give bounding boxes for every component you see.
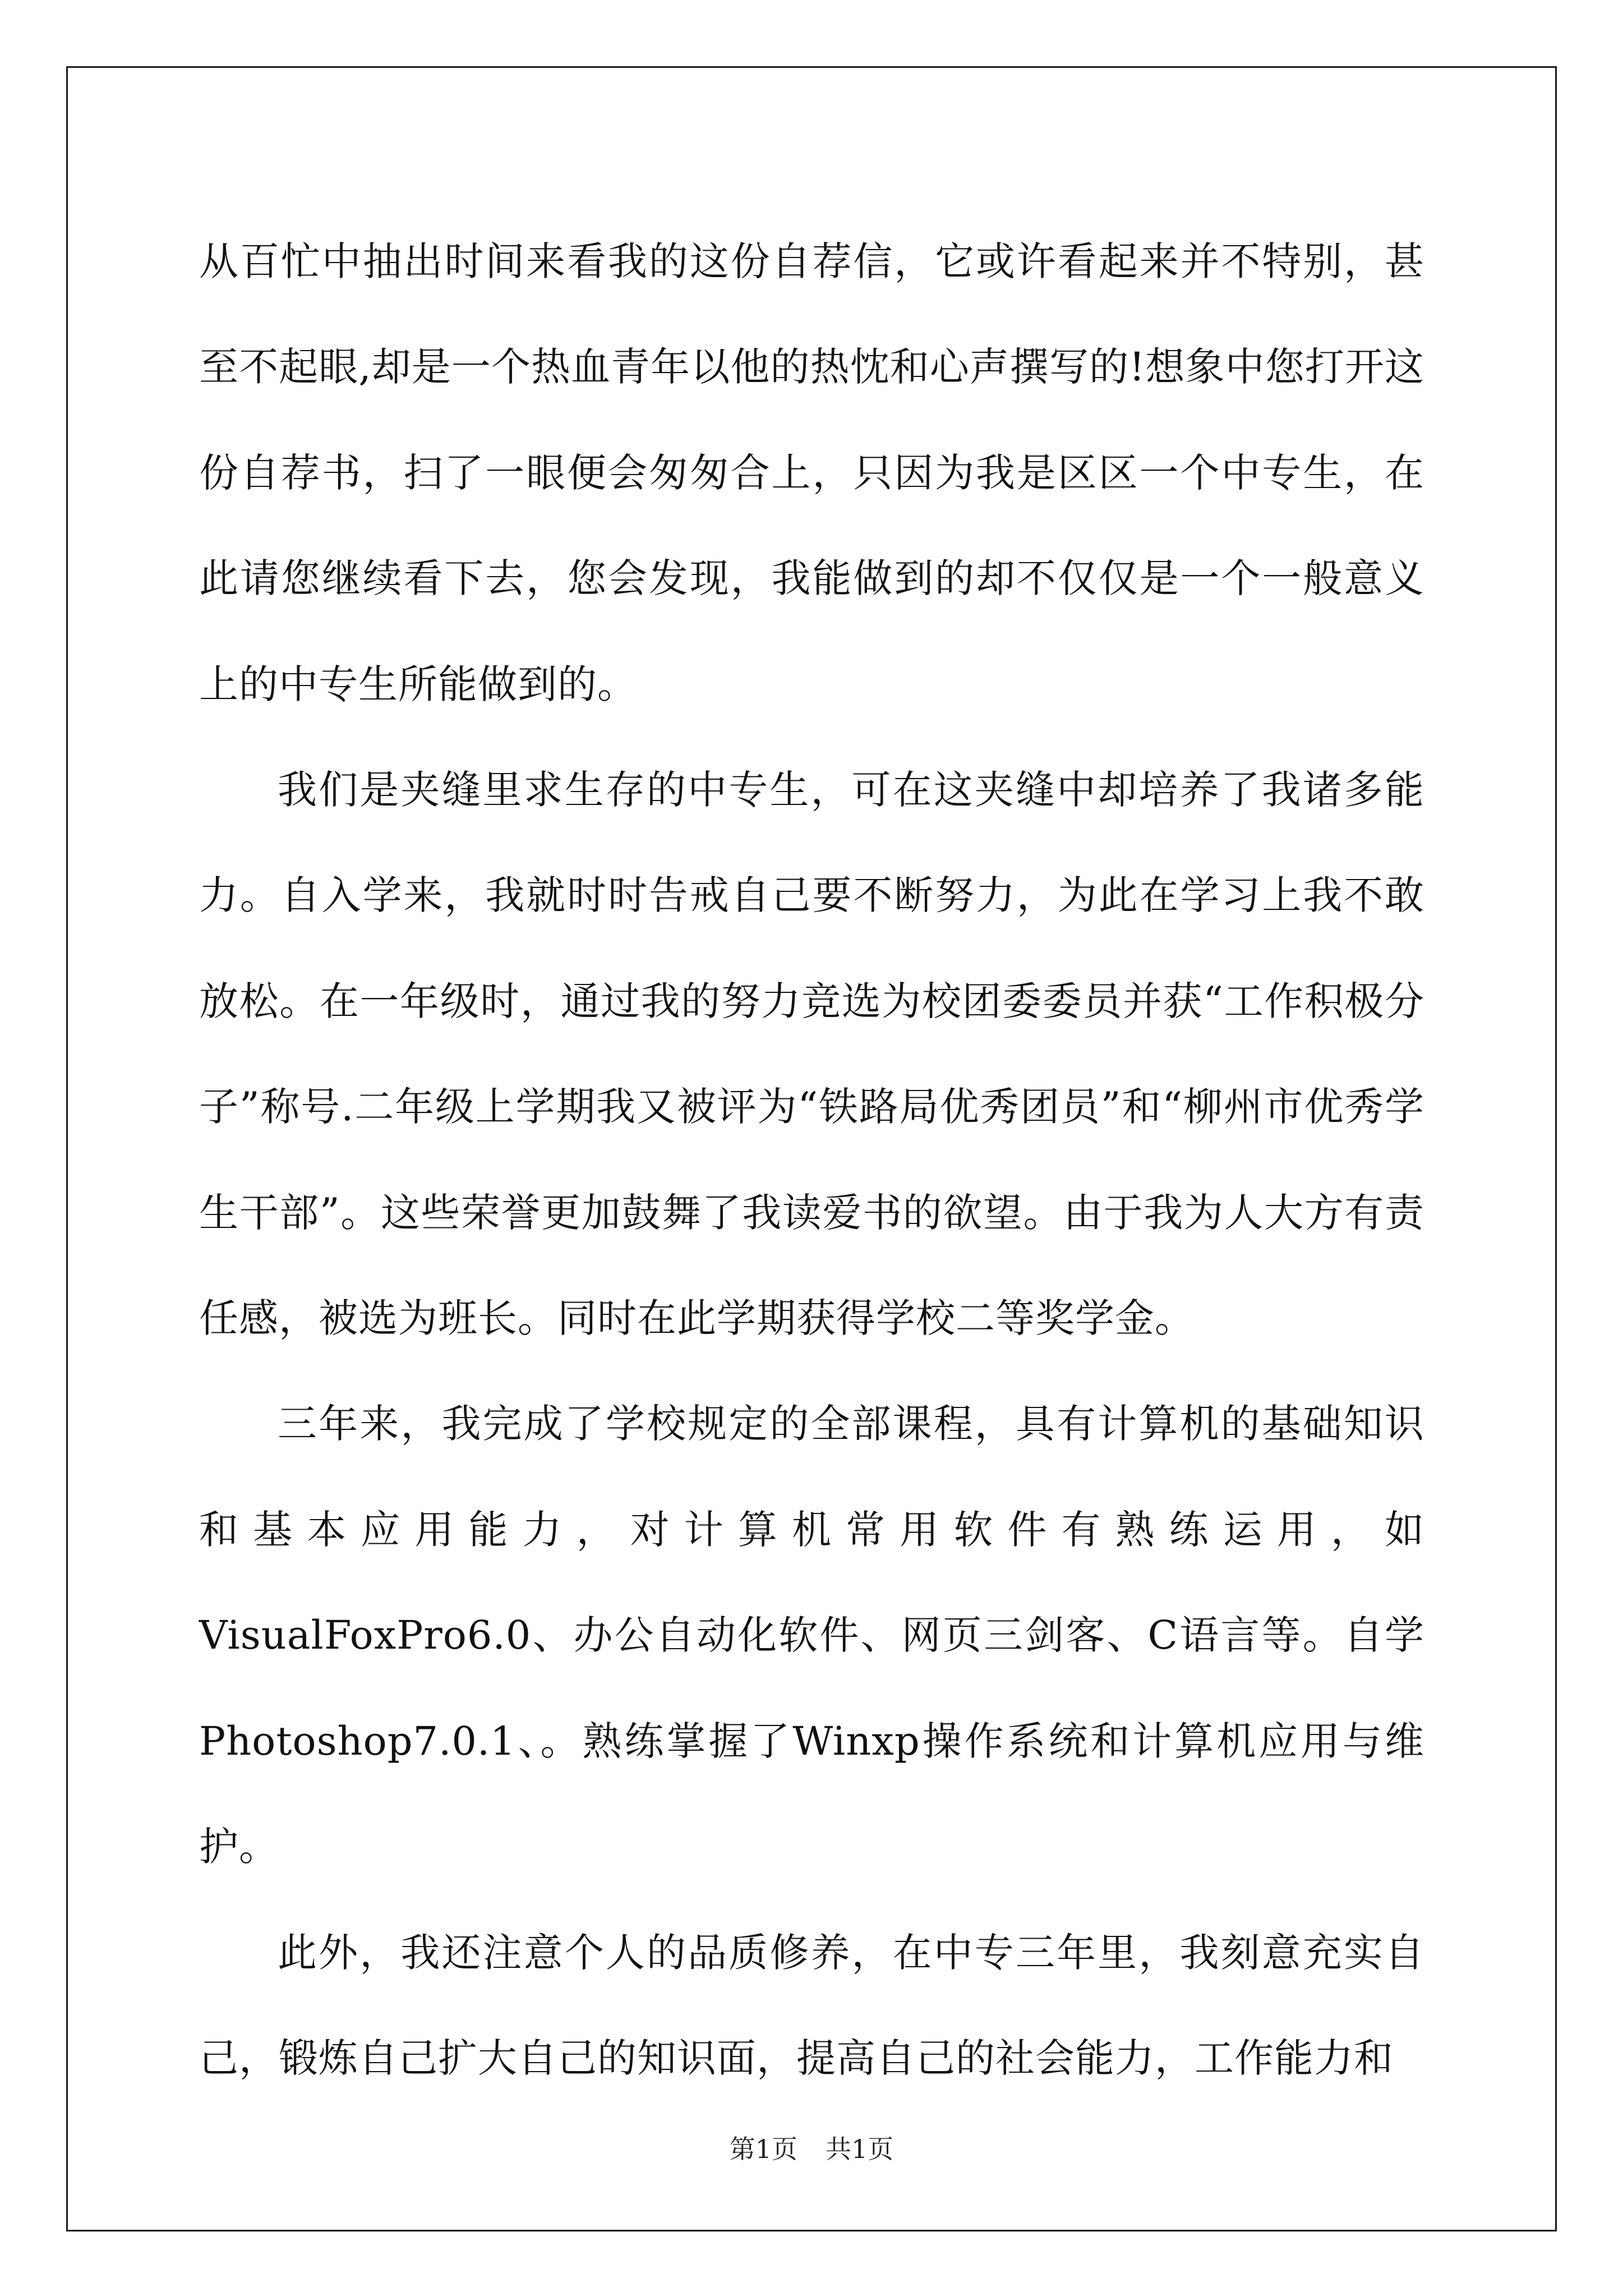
page-total: 共1页 <box>826 2134 894 2164</box>
page-footer <box>0 2129 1623 2166</box>
paragraph-4: 此外，我还注意个人的品质修养，在中专三年里，我刻意充实自己，锻炼自己扩大自己的知识面，提高自己的社会能力，工作能力和 <box>199 1929 1424 2081</box>
page-number: 第1页 <box>729 2134 797 2164</box>
paragraph-1: 从百忙中抽出时间来看我的这份自荐信，它或许看起来并不特别，甚至不起眼,却是一个热血青年以他的热忱和心声撰写的!想象中您打开这份自荐书，扫了一眼便会匆匆合上，只因为我是区区一个中专生，在此请您继续看下去，您会发现，我能做到的却不仅仅是一个一般意义上的中专生所能做到的。 <box>199 238 1424 707</box>
paragraph-3: 三年来，我完成了学校规定的全部课程，具有计算机的基础知识和基本应用能力，对计算机常用软件有熟练运用，如VisualFoxPro6.0、办公自动化软件、网页三剑客、C语言等。自学Photoshop7.0.1、。熟练掌握了Winxp操作系统和计算机应用与维护。 <box>199 1401 1424 1870</box>
paragraph-2: 我们是夹缝里求生存的中专生，可在这夹缝中却培养了我诸多能力。自入学来，我就时时告戒自己要不断努力，为此在学习上我不敢放松。在一年级时，通过我的努力竞选为校团委委员并获“工作积极分子”称号.二年级上学期我又被评为“铁路局优秀团员”和“柳州市优秀学生干部”。这些荣誉更加鼓舞了我读爱书的欲望。由于我为人大方有责任感，被选为班长。同时在此学期获得学校二等奖学金。 <box>199 767 1424 1342</box>
document-body <box>199 209 1424 2111</box>
